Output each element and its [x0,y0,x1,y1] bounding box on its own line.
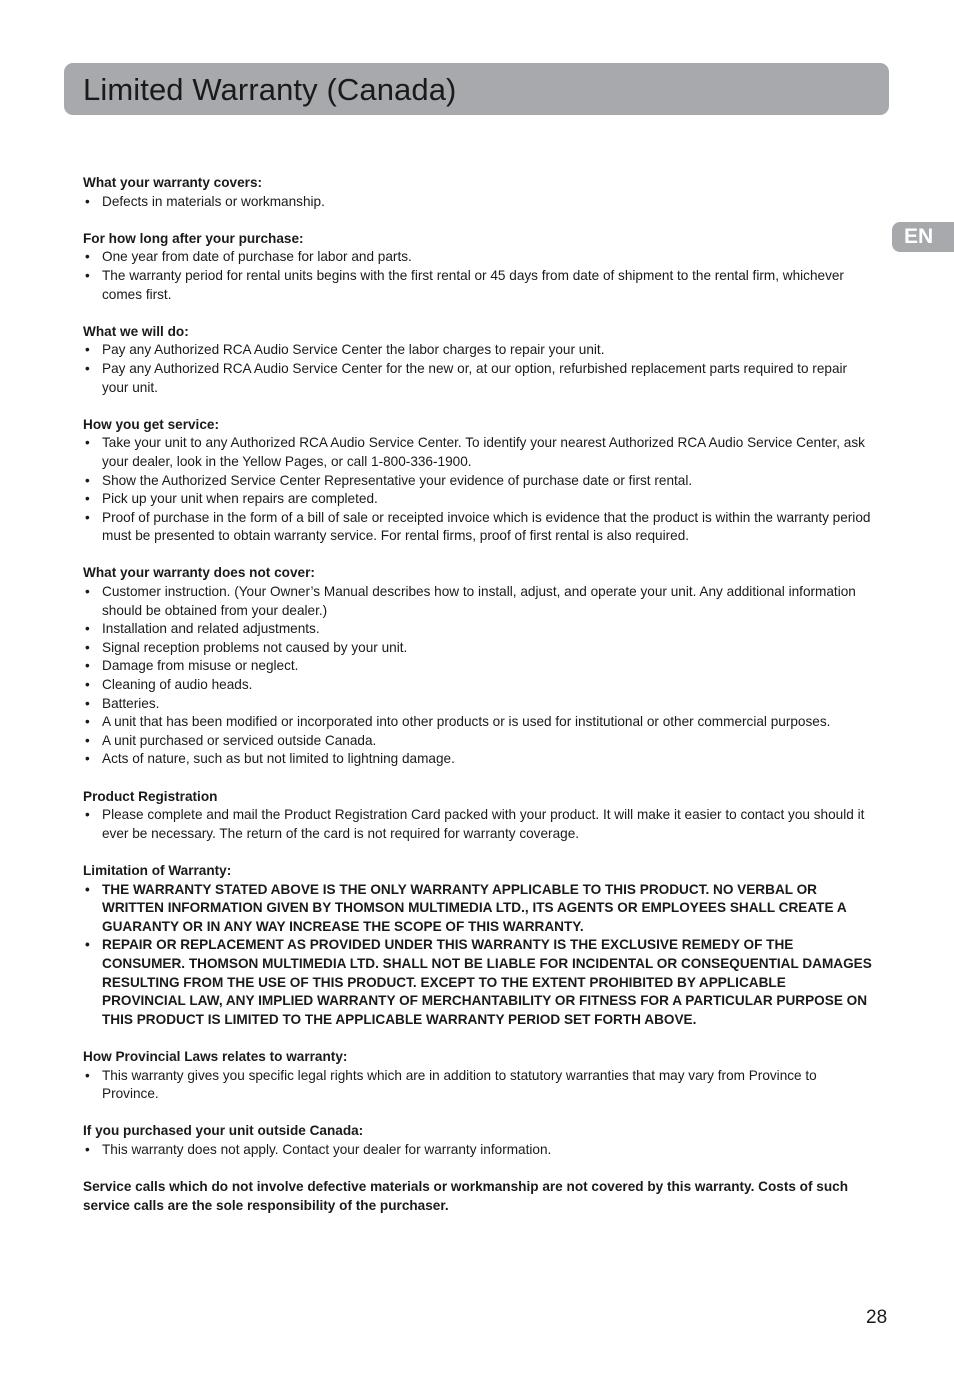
section-heading: How you get service: [83,416,219,432]
warranty-section [83,174,873,211]
warranty-section [83,1048,873,1104]
list-item: • A unit that has been modified or incorporated into other products or is used for institutional or other commercial purposes. [83,713,873,732]
bullet-list [83,806,873,843]
section-heading: What we will do: [83,323,189,339]
list-item: • Acts of nature, such as but not limited to lightning damage. [83,750,873,769]
list-item: • Pay any Authorized RCA Audio Service Center the labor charges to repair your unit. [83,341,873,360]
list-item: • Batteries. [83,695,873,714]
list-item: • Cleaning of audio heads. [83,676,873,695]
warranty-section [83,323,873,397]
list-item: • A unit purchased or serviced outside Canada. [83,732,873,751]
list-item: • Defects in materials or workmanship. [83,193,873,212]
warranty-section [83,788,873,844]
section-heading: What your warranty does not cover: [83,565,315,581]
section-heading: What your warranty covers: [83,175,263,190]
list-item: • This warranty gives you specific legal rights which are in addition to statutory warranties that may vary from Province to Province. [83,1067,873,1104]
list-item: • Take your unit to any Authorized RCA Audio Service Center. To identify your nearest Authorized RCA Audio Service Center, ask your dealer, look in the Yellow Pages, or call 1-800-336-1900. [83,434,873,471]
bullet-list [83,193,873,212]
warranty-content [83,174,873,1215]
warranty-section [83,416,873,546]
list-item: • Installation and related adjustments. [83,620,873,639]
title-bar [64,63,889,115]
page-title: Limited Warranty (Canada) [83,72,457,107]
list-item: • Signal reception problems not caused by your unit. [83,639,873,658]
bullet-list [83,1141,873,1160]
warranty-section [83,862,873,1029]
section-heading: If you purchased your unit outside Canada: [83,1123,364,1139]
list-item: • Show the Authorized Service Center Representative your evidence of purchase date or first rental. [83,472,873,491]
section-heading: How Provincial Laws relates to warranty: [83,1048,348,1064]
list-item: • REPAIR OR REPLACEMENT AS PROVIDED UNDER THIS WARRANTY IS THE EXCLUSIVE REMEDY OF THE CONSUMER. THOMSON MULTIMEDIA LTD. SHALL NOT BE LIABLE FOR INCIDENTAL OR CONSEQUENTIAL DAMAGES RESULTING FROM THE USE OF THIS PRODUCT. EXCEPT TO THE EXTENT PROHIBITED BY APPLICABLE PROVINCIAL LAW, ANY IMPLIED WARRANTY OF MERCHANTABILITY OR FITNESS FOR A PARTICULAR PURPOSE ON THIS PRODUCT IS LIMITED TO THE APPLICABLE WARRANTY PERIOD SET FORTH ABOVE. [83,936,873,1029]
list-item: • The warranty period for rental units begins with the first rental or 45 days from date of shipment to the rental firm, whichever comes first. [83,267,873,304]
bullet-list [83,881,873,1030]
warranty-section [83,230,873,304]
list-item: • Customer instruction. (Your Owner’s Manual describes how to install, adjust, and operate your unit. Any additional information should be obtained from your dealer.) [83,583,873,620]
page-number: 28 [866,1307,888,1328]
warranty-section [83,564,873,769]
list-item: • Pay any Authorized RCA Audio Service Center for the new or, at our option, refurbished replacement parts required to repair your unit. [83,360,873,397]
list-item: • Proof of purchase in the form of a bill of sale or receipted invoice which is evidence that the product is within the warranty period must be presented to obtain warranty service. For rental firms, proof of first rental is also required. [83,509,873,546]
list-item: • One year from date of purchase for labor and parts. [83,248,873,267]
bullet-list [83,248,873,304]
bullet-list [83,583,873,769]
closing-statement: Service calls which do not involve defective materials or workmanship are not covered by this warranty. Costs of such service calls are the sole responsibility of the purchaser. [83,1179,849,1213]
section-heading: Product Registration [83,788,218,804]
list-item: • THE WARRANTY STATED ABOVE IS THE ONLY WARRANTY APPLICABLE TO THIS PRODUCT. NO VERBAL OR WRITTEN INFORMATION GIVEN BY THOMSON MULTIMEDIA LTD., ITS AGENTS OR EMPLOYEES SHALL CREATE A GUARANTY OR IN ANY WAY INCREASE THE SCOPE OF THIS WARRANTY. [83,881,873,937]
list-item: • Please complete and mail the Product Registration Card packed with your product. It will make it easier to contact you should it ever be necessary. The return of the card is not required for warranty coverage. [83,806,873,843]
warranty-section [83,1122,873,1159]
section-heading: Limitation of Warranty: [83,862,232,878]
warranty-sections [83,174,873,1159]
bullet-list [83,341,873,397]
list-item: • This warranty does not apply. Contact your dealer for warranty information. [83,1141,873,1160]
bullet-list [83,1067,873,1104]
language-tab: EN [892,222,954,252]
section-heading: For how long after your purchase: [83,230,304,246]
bullet-list [83,434,873,546]
list-item: • Pick up your unit when repairs are completed. [83,490,873,509]
list-item: • Damage from misuse or neglect. [83,657,873,676]
